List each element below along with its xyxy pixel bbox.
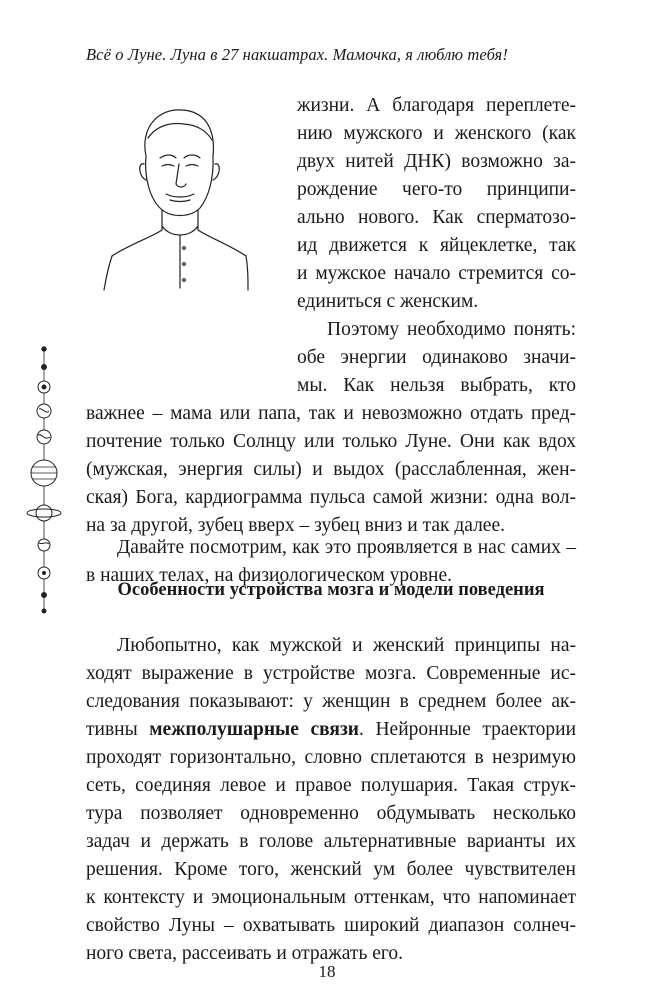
text-fragment: тивны — [86, 719, 150, 740]
text-line: ного света, рассеивать и отражать его. — [86, 943, 403, 964]
text-line: важнее – мама или папа, так и невозможно отдать пред- — [86, 403, 576, 424]
text-line: ходят выражение в устройстве мозга. Современные ис- — [86, 663, 576, 684]
text-line: к контексту и эмоциональным оттенкам, что напоминает — [86, 887, 576, 908]
page-number: 18 — [318, 962, 336, 981]
text-line: нию мужского и женского (как — [297, 123, 576, 144]
text-line: решения. Кроме того, женский ум более чувствителен — [86, 859, 576, 880]
text-line: на за другой, зубец вверх – зубец вниз и так далее. — [86, 515, 505, 536]
text-line: жизни. А благодаря переплете- — [297, 95, 576, 116]
text-line: рождение чего-то принципи- — [297, 179, 576, 200]
text-line: Поэтому необходимо понять: — [327, 319, 576, 340]
section-heading: Особенности устройства мозга и модели поведения — [117, 580, 545, 600]
text-line: почтение только Солнцу или только Луне. Они как вдох — [86, 431, 576, 452]
bold-term: межполушарные связи — [149, 719, 360, 740]
text-line: Любопытно, как мужской и женский принципы на- — [117, 635, 576, 656]
text-line: Давайте посмотрим, как это проявляется в нас самих – — [117, 537, 576, 558]
text-line: ид движется к яйцеклетке, так — [297, 235, 576, 256]
text-line: мы. Как нельзя выбрать, кто — [297, 375, 576, 396]
text-line: сеть, соединяя левое и правое полушария. Такая струк- — [86, 775, 576, 796]
text-line: ально нового. Как сперматозо- — [297, 207, 576, 228]
text-line: ская) Бога, кардиограмма пульса самой жизни: одна вол- — [86, 487, 576, 508]
text-fragment: . Нейронные траектории — [359, 719, 577, 740]
text-line: двух нитей ДНК) возможно за- — [297, 151, 576, 172]
planets-ornament — [24, 345, 64, 615]
text-line: следования показывают: у женщин в среднем более ак- — [86, 691, 576, 712]
text-line: задач и держать в голове альтернативные варианты их — [86, 831, 576, 852]
text-line: обе энергии одинаково значи- — [297, 347, 576, 368]
portrait-illustration — [100, 98, 250, 293]
text-line: тура позволяет одновременно обдумывать несколько — [86, 803, 576, 824]
text-line — [86, 716, 576, 744]
text-line: единиться с женским. — [297, 291, 479, 312]
text-line: и мужское начало стремится со- — [297, 263, 576, 284]
running-head: Всё о Луне. Луна в 27 накшатрах. Мамочка, я люблю тебя! — [86, 45, 508, 64]
text-line: свойство Луны – охватывать широкий диапазон солнеч- — [86, 915, 576, 936]
text-line: в наших телах, на физиологическом уровне. — [86, 565, 452, 586]
text-line: проходят горизонтально, словно сплетаются в незримую — [86, 747, 576, 768]
text-line: (мужская, энергия силы) и выдох (расслабленная, жен- — [86, 459, 576, 480]
